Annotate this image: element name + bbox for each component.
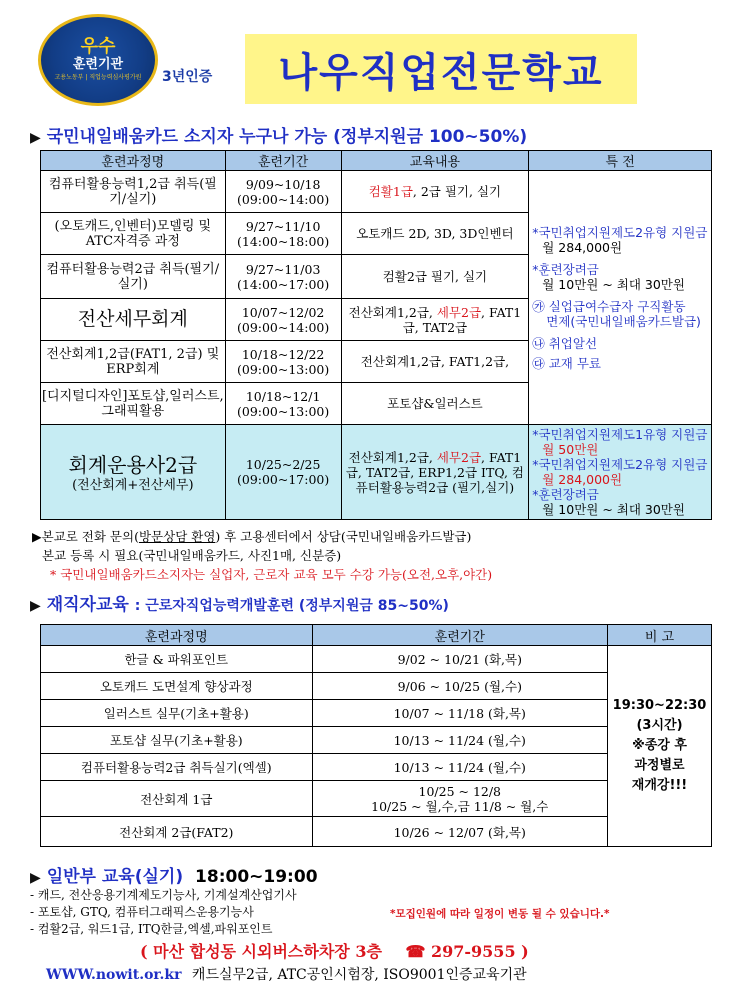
course-content: 포토샵&일러스트 bbox=[341, 383, 529, 425]
excellence-badge-logo bbox=[38, 14, 158, 106]
address-text: ( 마산 합성동 시외버스하차장 3층 bbox=[140, 942, 382, 961]
course-name: [디지털디자인]포토샵,일러스트,그래픽활용 bbox=[41, 383, 226, 425]
website-link[interactable]: WWW.nowit.or.kr bbox=[46, 967, 182, 983]
schedule-note bbox=[608, 646, 712, 847]
course-period: 10/18~12/1 (09:00~13:00) bbox=[225, 383, 341, 425]
schedule-change-notice: *모집인원에 따라 일정이 변동 될 수 있습니다.* bbox=[390, 908, 610, 920]
col-header-content: 교육내용 bbox=[341, 151, 529, 171]
schedule-note-text: ※종강 후 bbox=[632, 738, 687, 753]
col-header-note: 비 고 bbox=[608, 625, 712, 646]
footer-line bbox=[46, 964, 527, 984]
col-header-period: 훈련기간 bbox=[312, 625, 607, 646]
schedule-note-text: (3시간) bbox=[636, 718, 683, 733]
course-period: 9/09~10/18 (09:00~14:00) bbox=[225, 171, 341, 213]
course-period: 9/02 ~ 10/21 (화,목) bbox=[312, 646, 607, 673]
course-name: 전산회계 2급(FAT2) bbox=[41, 817, 313, 847]
course-name: (오토캐드,인벤터)모델링 및 ATC자격증 과정 bbox=[41, 213, 226, 255]
course-period: 10/25 ~ 12/8 10/25 ~ 월,수,금 11/8 ~ 월,수 bbox=[312, 781, 607, 817]
general-course-line1: - 캐드, 전산응용기계제도기능사, 기계설계산업기사 bbox=[30, 888, 297, 902]
note-line3: * 국민내일배움카드소지자는 실업자, 근로자 교육 모두 수강 가능(오전,오후,야간) bbox=[50, 567, 493, 582]
triangle-bullet-icon: ▶ bbox=[30, 598, 41, 614]
section2-subtitle: : 근로자직업능력개발훈련 (정부지원금 85~50%) bbox=[134, 598, 449, 614]
course-content: 오토캐드 2D, 3D, 3D인벤터 bbox=[341, 213, 529, 255]
course-name: 컴퓨터활용능력1,2급 취득(필기/실기) bbox=[41, 171, 226, 213]
benefit-text: 월 10만원 ~ 최대 30만원 bbox=[542, 502, 685, 517]
badge-line3: 고용노동부 | 직업능력심사평가원 bbox=[54, 74, 142, 81]
notes-block bbox=[32, 527, 492, 584]
phone-number: ☎ 297-9555 ) bbox=[405, 942, 529, 961]
triangle-bullet-icon: ▶ bbox=[30, 870, 41, 886]
course-name: 전산세무회계 bbox=[41, 299, 226, 341]
table-header-row bbox=[41, 625, 712, 646]
benefit-text: ㉰ 교재 무료 bbox=[532, 355, 601, 371]
section1-subtitle: (정부지원금 100~50%) bbox=[333, 127, 528, 147]
col-header-benefit: 특 전 bbox=[529, 151, 712, 171]
table-row bbox=[41, 425, 712, 520]
benefit-text: 면제(국민내일배움카드발급) bbox=[546, 313, 701, 329]
note-line1: ▶본교로 전화 문의(방문상담 환영) 후 고용센터에서 상담(국민내일배움카드발급) bbox=[32, 529, 472, 544]
school-title: 나우직업전문학교 bbox=[245, 34, 637, 104]
benefit-text: *훈련장려금 bbox=[532, 261, 599, 277]
national-card-course-table bbox=[40, 150, 712, 520]
course-name: 일러스트 실무(기초+활용) bbox=[41, 700, 313, 727]
course-period: 10/13 ~ 11/24 (월,수) bbox=[312, 754, 607, 781]
course-content: 전산회계1,2급, 세무2급, FAT1급, TAT2급 bbox=[341, 299, 529, 341]
benefit-text: ㉯ 취업알선 bbox=[532, 335, 598, 351]
benefit-text: *국민취업지원제도2유형 지원금 bbox=[532, 224, 708, 240]
course-name: 포토샵 실무(기초+활용) bbox=[41, 727, 313, 754]
schedule-note-text: 19:30~22:30 bbox=[612, 698, 707, 713]
general-course-line2: - 포토샵, GTQ, 컴퓨터그래픽스운용기능사 bbox=[30, 905, 254, 919]
section1-title bbox=[30, 122, 527, 147]
course-period: 10/13 ~ 11/24 (월,수) bbox=[312, 727, 607, 754]
footer-tagline: 캐드실무2급, ATC공인시험장, ISO9001인증교육기관 bbox=[191, 967, 527, 983]
note-line2: 본교 등록 시 필요(국민내일배움카드, 사진1매, 신분증) bbox=[42, 548, 342, 563]
benefit-text: 월 50만원 bbox=[542, 442, 599, 457]
course-content: 컴활2급 필기, 실기 bbox=[341, 255, 529, 299]
section3-title-text: 일반부 교육(실기) bbox=[46, 867, 184, 887]
benefit-text: 월 10만원 ~ 최대 30만원 bbox=[542, 276, 685, 292]
section2-title bbox=[30, 590, 449, 615]
benefit-text: *훈련장려금 bbox=[532, 487, 599, 502]
section3-title bbox=[30, 862, 318, 887]
course-period: 10/18~12/22 (09:00~13:00) bbox=[225, 341, 341, 383]
course-period: 9/06 ~ 10/25 (월,수) bbox=[312, 673, 607, 700]
address-line bbox=[140, 939, 529, 962]
schedule-note-text: 과정별로 bbox=[634, 758, 685, 773]
benefit-text: 월 284,000원 bbox=[542, 472, 623, 487]
course-name: 전산회계1,2급(FAT1, 2급) 및 ERP회계 bbox=[41, 341, 226, 383]
section2-title-text: 재직자교육 bbox=[46, 595, 129, 615]
col-header-course: 훈련과정명 bbox=[41, 151, 226, 171]
table-row bbox=[41, 646, 712, 673]
benefit-text: *국민취업지원제도1유형 지원금 bbox=[532, 427, 708, 442]
section3-time: 18:00~19:00 bbox=[195, 867, 318, 887]
course-name: 한글 & 파워포인트 bbox=[41, 646, 313, 673]
course-name: 컴퓨터활용능력2급 취득(필기/실기) bbox=[41, 255, 226, 299]
course-name: 회계운용사2급 (전산회계+전산세무) bbox=[41, 425, 226, 520]
certification-years: 3년인증 bbox=[162, 69, 213, 85]
employee-course-table bbox=[40, 624, 712, 847]
col-header-course: 훈련과정명 bbox=[41, 625, 313, 646]
course-name: 컴퓨터활용능력2급 취득실기(엑셀) bbox=[41, 754, 313, 781]
general-course-line3: - 컴활2급, 워드1급, ITQ한글,엑셀,파워포인트 bbox=[30, 922, 273, 936]
course-content: 컴활1급, 2급 필기, 실기 bbox=[341, 171, 529, 213]
benefit-cell bbox=[529, 425, 712, 520]
course-period: 9/27~11/03 (14:00~17:00) bbox=[225, 255, 341, 299]
course-period: 10/07 ~ 11/18 (화,목) bbox=[312, 700, 607, 727]
benefit-text: ㉮ 실업급여수급자 구직활동 bbox=[532, 298, 686, 314]
course-name: 오토캐드 도면설계 향상과정 bbox=[41, 673, 313, 700]
benefit-text: 월 284,000원 bbox=[542, 239, 623, 255]
col-header-period: 훈련기간 bbox=[225, 151, 341, 171]
table-header-row bbox=[41, 151, 712, 171]
course-period: 9/27~11/10 (14:00~18:00) bbox=[225, 213, 341, 255]
course-content: 전산회계1,2급, FAT1,2급, bbox=[341, 341, 529, 383]
schedule-note-text: 재개강!!! bbox=[631, 778, 688, 793]
triangle-bullet-icon: ▶ bbox=[30, 130, 41, 146]
benefit-text: *국민취업지원제도2유형 지원금 bbox=[532, 457, 708, 472]
course-name: 전산회계 1급 bbox=[41, 781, 313, 817]
course-content: 전산회계1,2급, 세무2급, FAT1급, TAT2급, ERP1,2급 ITQ, 컴퓨터활용능력2급 (필기,실기) bbox=[341, 425, 529, 520]
table-row bbox=[41, 171, 712, 213]
section1-title-text: 국민내일배움카드 소지자 누구나 가능 bbox=[46, 127, 328, 147]
badge-line2: 훈련기관 bbox=[72, 57, 124, 72]
benefit-cell bbox=[529, 171, 712, 425]
course-period: 10/25~2/25 (09:00~17:00) bbox=[225, 425, 341, 520]
course-period: 10/07~12/02 (09:00~14:00) bbox=[225, 299, 341, 341]
badge-line1: 우수 bbox=[80, 36, 116, 57]
course-period: 10/26 ~ 12/07 (화,목) bbox=[312, 817, 607, 847]
